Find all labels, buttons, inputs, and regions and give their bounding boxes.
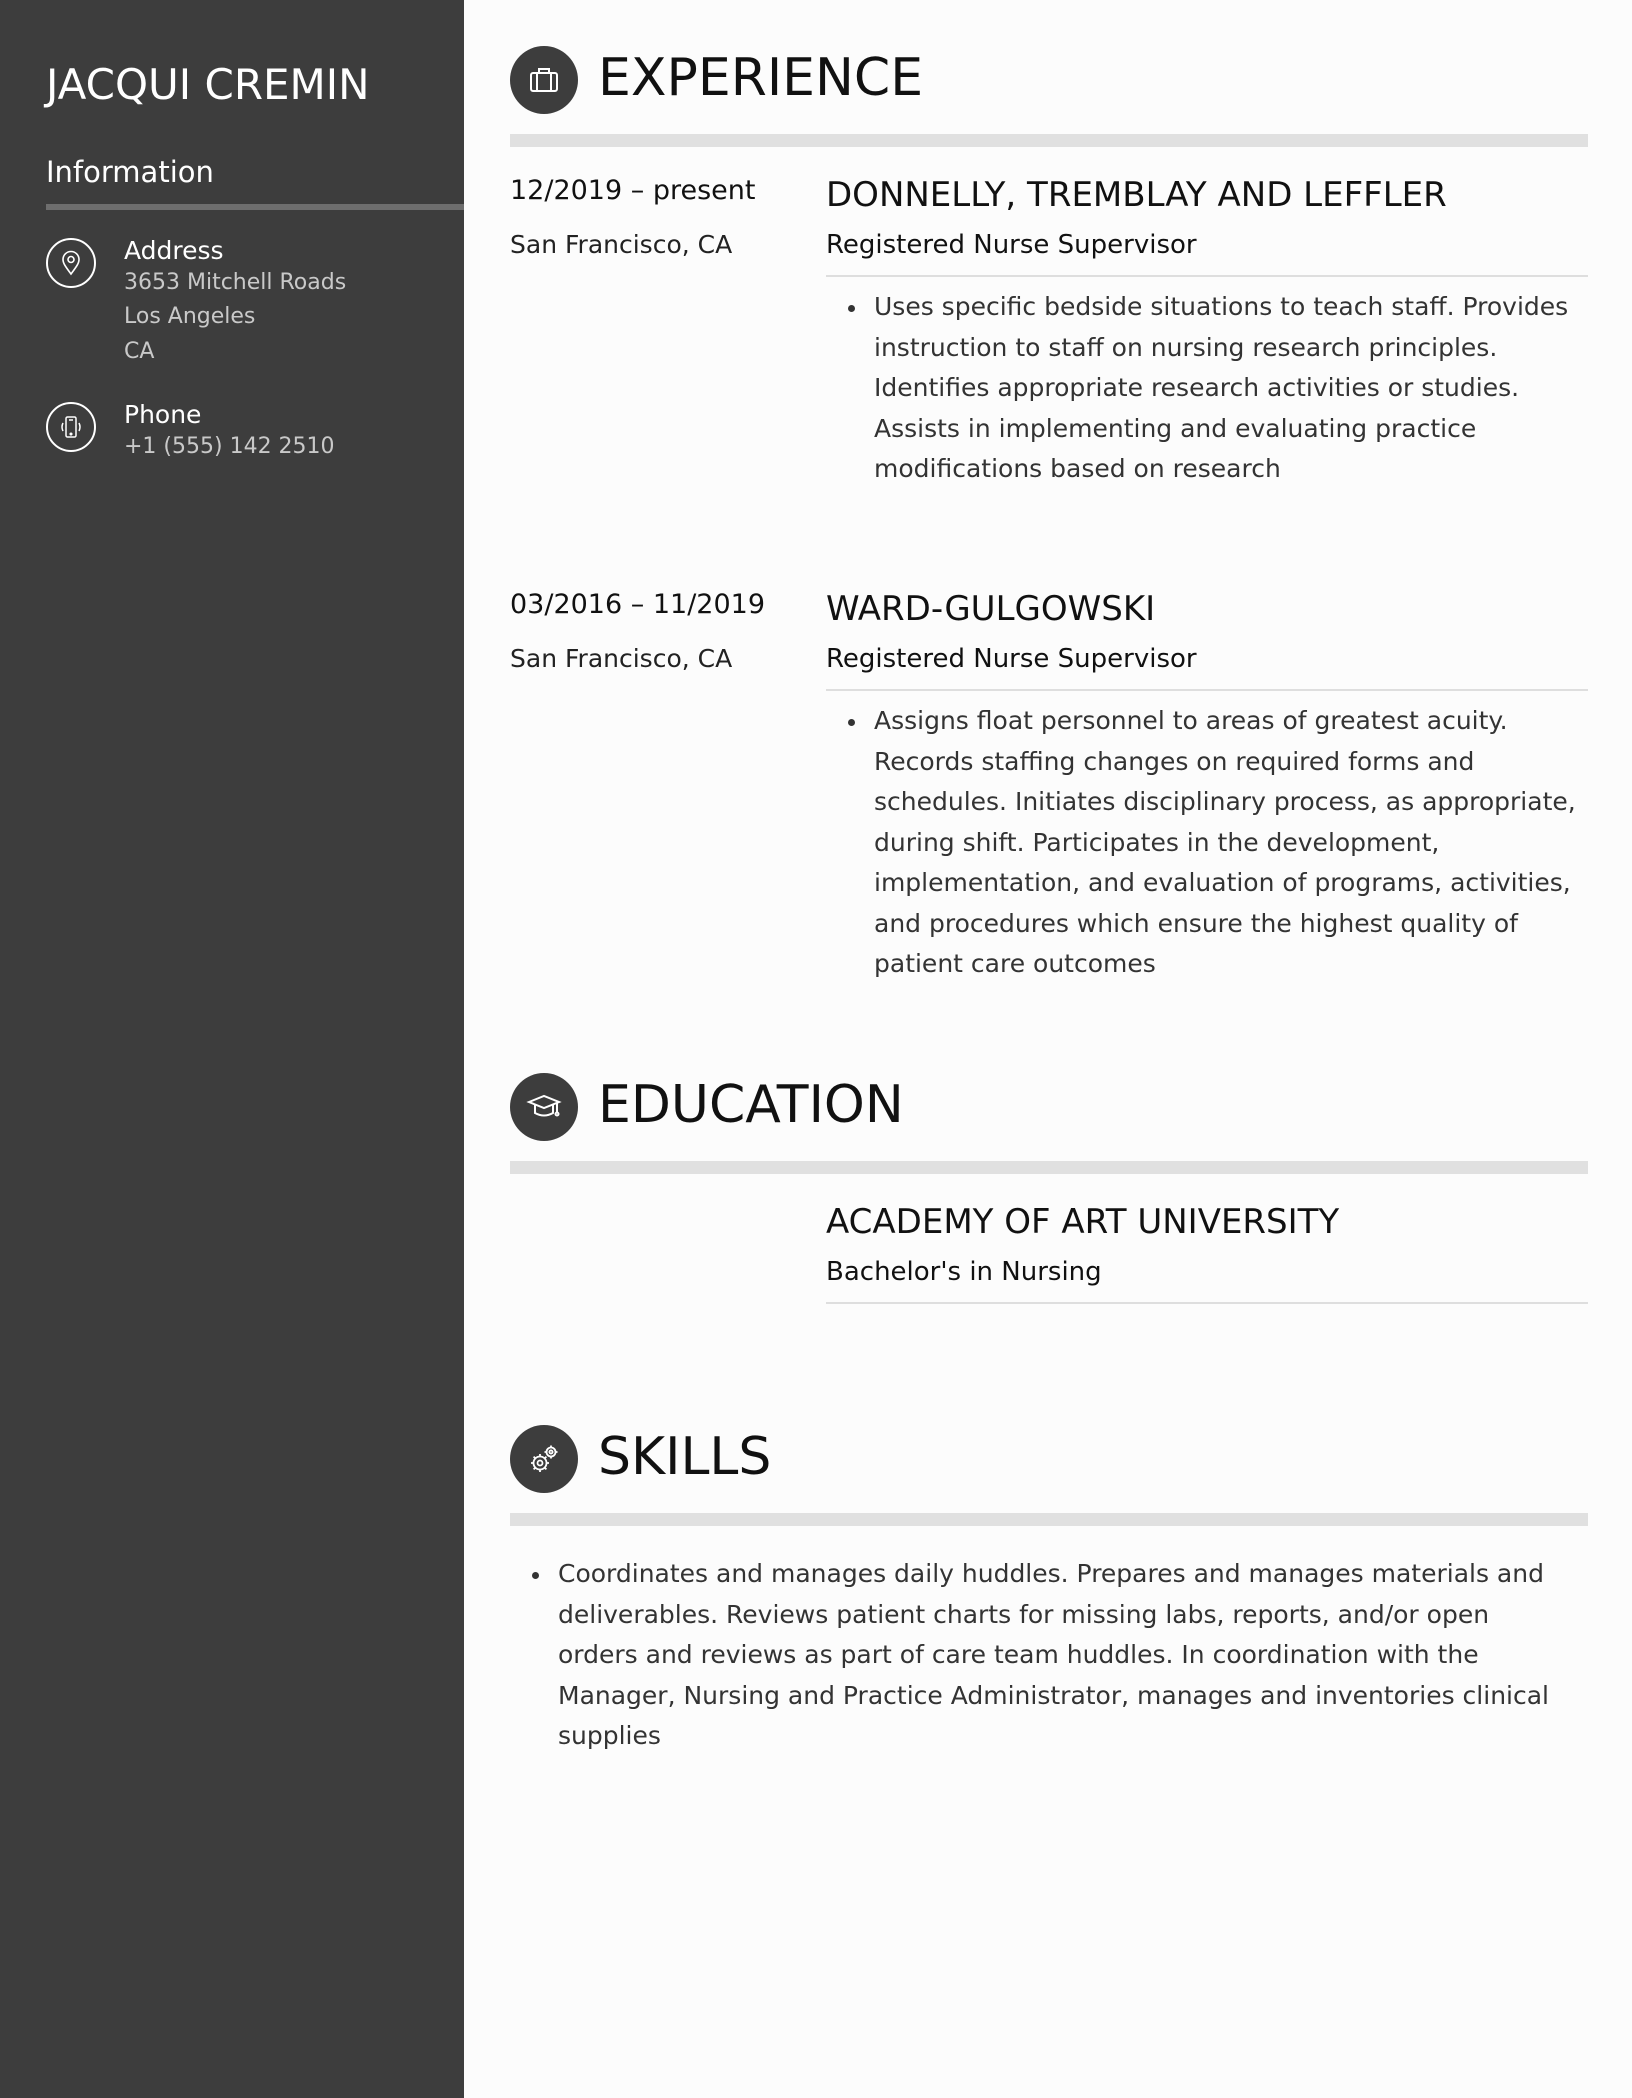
skills-bullets [510, 1554, 1570, 1757]
job-location: San Francisco, CA [510, 644, 733, 673]
address-label: Address [124, 236, 224, 265]
information-heading: Information [46, 155, 214, 189]
list-item: Uses specific bedside situations to teach staff. Provides instruction to staff on nursing research principles. Identifies appropriate research activities or studies. Assists in implementing and evaluating practice modifications based on research [826, 287, 1588, 490]
education-entry-divider [826, 1302, 1588, 1304]
education-title: EDUCATION [598, 1075, 904, 1135]
skills-title: SKILLS [598, 1427, 772, 1487]
degree: Bachelor's in Nursing [826, 1257, 1102, 1287]
job-date: 12/2019 – present [510, 175, 756, 206]
address-line-2: Los Angeles [124, 304, 256, 329]
job-divider [826, 689, 1588, 691]
gears-icon [510, 1425, 578, 1493]
phone-label: Phone [124, 400, 202, 429]
information-divider [46, 204, 464, 210]
job-location: San Francisco, CA [510, 230, 733, 259]
education-divider [510, 1161, 1588, 1174]
job-divider [826, 275, 1588, 277]
phone-value: +1 (555) 142 2510 [124, 434, 335, 459]
job-company: WARD-GULGOWSKI [826, 589, 1156, 629]
job-company: DONNELLY, TREMBLAY AND LEFFLER [826, 175, 1447, 215]
graduation-cap-icon [510, 1073, 578, 1141]
school-name: ACADEMY OF ART UNIVERSITY [826, 1202, 1340, 1242]
job-role: Registered Nurse Supervisor [826, 644, 1197, 674]
sidebar [0, 0, 464, 2098]
experience-divider [510, 134, 1588, 147]
list-item: Assigns float personnel to areas of greatest acuity. Records staffing changes on required forms and schedules. Initiates disciplinary process, as appropriate, during shift. Participates in the development, implementation, and evaluation of programs, activities, and procedures which ensure the highest quality of patient care outcomes [826, 701, 1588, 985]
skills-divider [510, 1513, 1588, 1526]
job-bullets [826, 701, 1588, 985]
map-pin-icon [46, 238, 96, 288]
phone-icon [46, 402, 96, 452]
briefcase-icon [510, 46, 578, 114]
experience-title: EXPERIENCE [598, 48, 924, 108]
job-date: 03/2016 – 11/2019 [510, 589, 765, 620]
list-item: Coordinates and manages daily huddles. Prepares and manages materials and deliverables. Reviews patient charts for missing labs, reports, and/or open orders and reviews as part of care team huddles. In coordination with the Manager, Nursing and Practice Administrator, manages and inventories clinical supplies [510, 1554, 1570, 1757]
address-line-1: 3653 Mitchell Roads [124, 270, 347, 295]
job-role: Registered Nurse Supervisor [826, 230, 1197, 260]
address-line-3: CA [124, 339, 155, 364]
job-bullets [826, 287, 1588, 490]
candidate-name: JACQUI CREMIN [46, 60, 370, 109]
